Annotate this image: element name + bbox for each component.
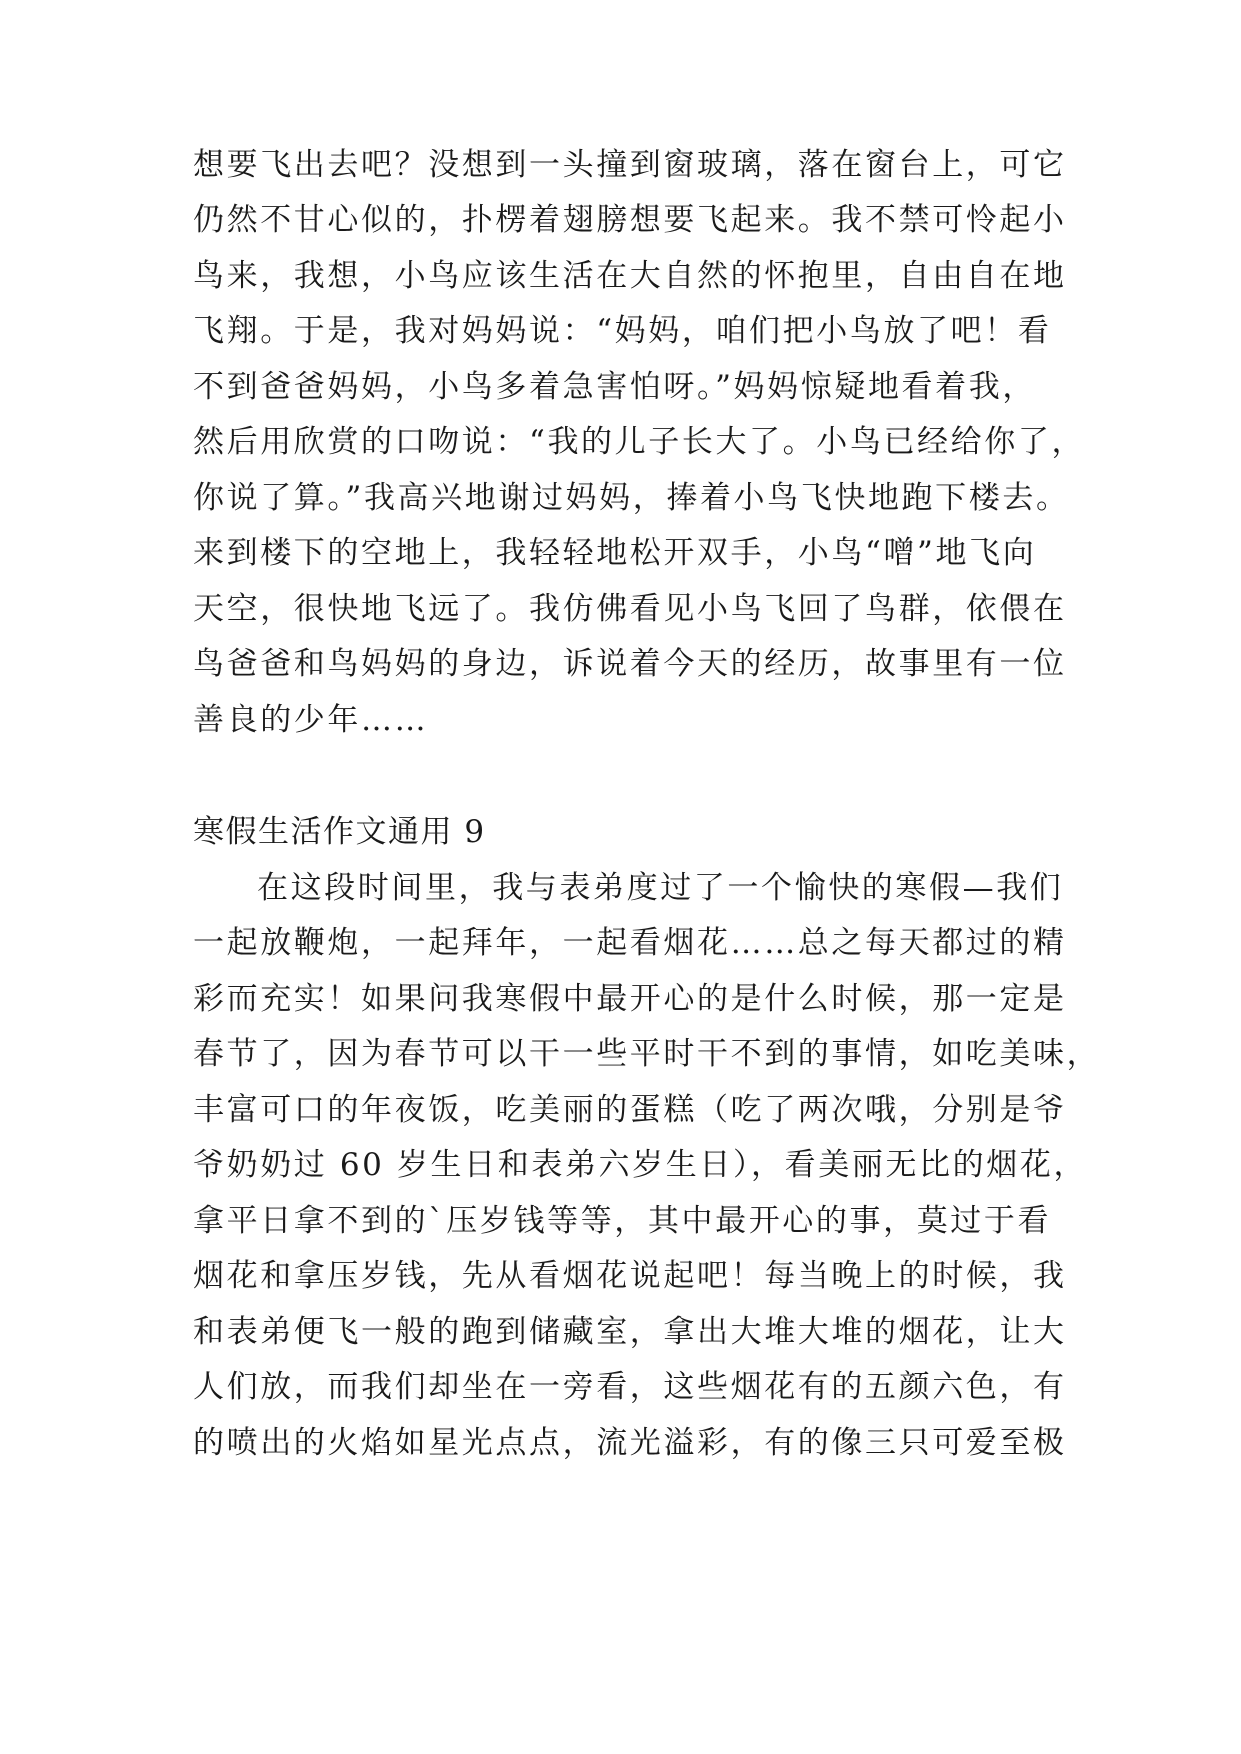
paragraph-line: 天空，很快地飞远了。我仿佛看见小鸟飞回了鸟群，依偎在 [193,591,1067,627]
paragraph-line: 来到楼下的空地上，我轻轻地松开双手，小鸟“噌”地飞向 [193,535,1037,571]
paragraph-line: 的喷出的火焰如星光点点，流光溢彩，有的像三只可爱至极 [193,1425,1067,1461]
paragraph-line: 拿平日拿不到的`压岁钱等等，其中最开心的事，莫过于看 [193,1203,1052,1239]
paragraph-line: 善良的少年…… [193,702,429,738]
paragraph-line: 彩而充实！如果问我寒假中最开心的是什么时候，那一定是 [193,981,1067,1017]
paragraph-line: 你说了算。”我高兴地谢过妈妈，捧着小鸟飞快地跑下楼去。 [193,480,1070,516]
paragraph-line: 想要飞出去吧？没想到一头撞到窗玻璃，落在窗台上，可它 [193,147,1067,183]
paragraph-line: 飞翔。于是，我对妈妈说：“妈妈，咱们把小鸟放了吧！看 [193,313,1052,349]
paragraph-line: 一起放鞭炮，一起拜年，一起看烟花……总之每天都过的精 [193,925,1067,961]
section-heading: 寒假生活作文通用 9 [193,814,486,850]
paragraph-line: 然后用欣赏的口吻说：“我的儿子长大了。小鸟已经给你了， [193,424,1086,460]
paragraph-line: 烟花和拿压岁钱，先从看烟花说起吧！每当晚上的时候，我 [193,1258,1067,1294]
paragraph-line: 人们放，而我们却坐在一旁看，这些烟花有的五颜六色，有 [193,1369,1067,1405]
paragraph-line: 爷奶奶过 60 岁生日和表弟六岁生日），看美丽无比的烟花， [193,1147,1088,1183]
paragraph-line: 仍然不甘心似的，扑楞着翅膀想要飞起来。我不禁可怜起小 [193,202,1067,238]
paragraph-line: 春节了，因为春节可以干一些平时干不到的事情，如吃美味， [193,1036,1101,1072]
paragraph-line: 不到爸爸妈妈，小鸟多着急害怕呀。”妈妈惊疑地看着我， [193,369,1036,405]
paragraph-line: 鸟来，我想，小鸟应该生活在大自然的怀抱里，自由自在地 [193,258,1067,294]
paragraph-line: 在这段时间里，我与表弟度过了一个愉快的寒假—我们 [257,870,1064,906]
paragraph-line: 鸟爸爸和鸟妈妈的身边，诉说着今天的经历，故事里有一位 [193,646,1067,682]
paragraph-line: 和表弟便飞一般的跑到储藏室，拿出大堆大堆的烟花，让大 [193,1314,1067,1350]
paragraph-line: 丰富可口的年夜饭，吃美丽的蛋糕（吃了两次哦，分别是爷 [193,1092,1067,1128]
